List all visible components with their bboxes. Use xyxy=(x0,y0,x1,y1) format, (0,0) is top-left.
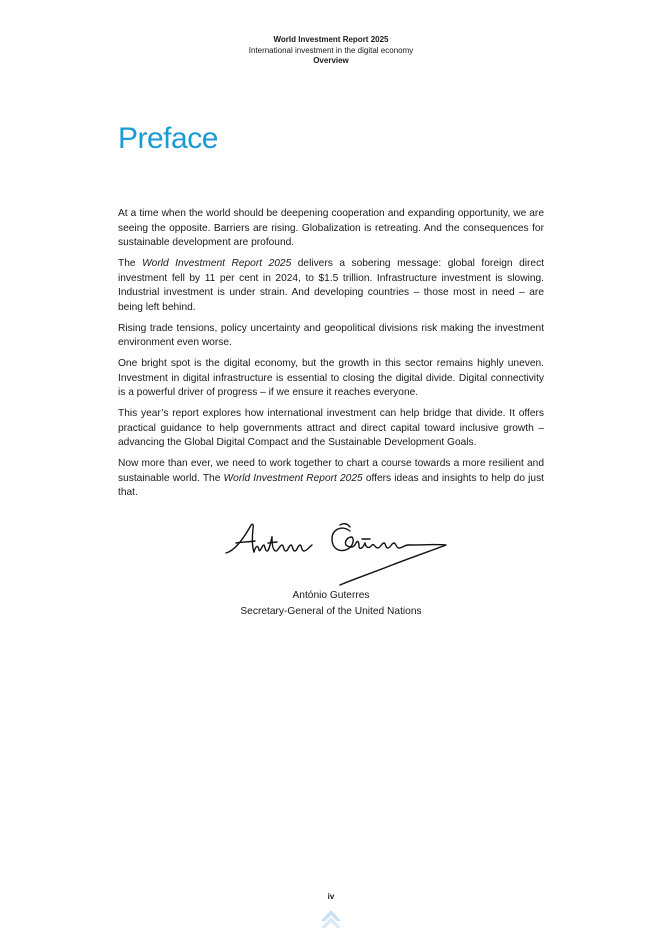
signatory-name: António Guterres xyxy=(292,590,370,601)
page-number: iv xyxy=(327,892,335,901)
report-title: World Investment Report 2025 xyxy=(273,35,389,44)
preface-body xyxy=(118,207,544,507)
paragraph-1: At a time when the world should be deepening cooperation and expanding opportunity, we are seeing the opposite. Barriers are rising. Globalization is retreating. And the consequences for sustainable development are profound. xyxy=(118,208,544,248)
signatory xyxy=(0,588,662,619)
paragraph-6-part-1: Now more than ever, we need to work together to chart a course towards a more resilient and sustainable world. The xyxy=(118,458,544,484)
report-title-italic: World Investment Report 2025 xyxy=(142,258,292,269)
paragraph-2-part-1: The xyxy=(118,258,143,269)
chevron-up-icon[interactable] xyxy=(320,909,342,929)
paragraph-2-part-2: delivers a sobering message: global foreign direct investment fell by 11 per cent in 2024, to $1.5 trillion. Infrastructure investment is slowing. Industrial investment is under strain. And developing countries – those most in need – are being left behind. xyxy=(118,258,544,313)
running-header xyxy=(0,35,662,67)
report-title-italic: World Investment Report 2025 xyxy=(223,472,363,484)
report-subtitle: International investment in the digital economy xyxy=(248,45,414,55)
paragraph-3: Rising trade tensions, policy uncertainty and geopolitical divisions risk making the investment environment even worse. xyxy=(118,322,544,348)
signatory-title: Secretary-General of the United Nations xyxy=(240,605,422,617)
paragraph-6 xyxy=(118,457,544,501)
section-label: Overview xyxy=(313,56,349,65)
paragraph-5: This year’s report explores how international investment can help bridge that divide. It offers practical guidance to help governments attract and direct capital toward inclusive growth – advancing the Global Digital Compact and the Sustainable Development Goals. xyxy=(118,408,544,448)
page-title: Preface xyxy=(118,122,218,155)
paragraph-2 xyxy=(118,257,544,315)
paragraph-6-part-2: offers ideas and insights to help do just that. xyxy=(118,472,544,498)
handwritten-signature xyxy=(222,515,452,587)
paragraph-4: One bright spot is the digital economy, but the growth in this sector remains highly uneven. Investment in digital infrastructure is essential to closing the digital divide. Digital connectivity is a powerful driver of progress – if we ensure it reaches everyone. xyxy=(118,358,544,398)
